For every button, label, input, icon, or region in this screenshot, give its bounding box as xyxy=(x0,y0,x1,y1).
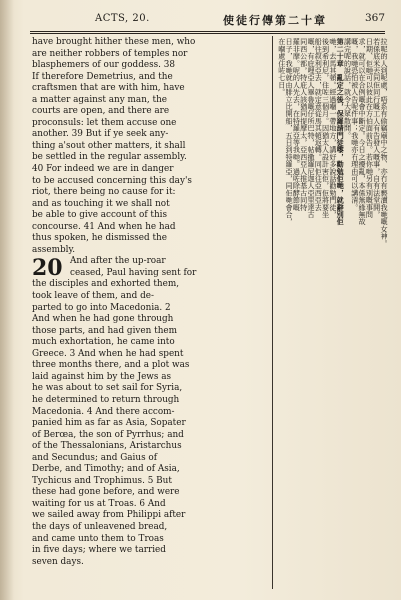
chinese-text-column: 嘅，我哋恐怕被人告呢件事；我哋亦冇理由可以講清。 xyxy=(350,38,360,211)
running-head-english: ACTS, 20. xyxy=(95,13,150,24)
text-line: the days of unleavened bread, xyxy=(32,521,168,532)
text-line: If therefore Demetrius, and the xyxy=(32,71,173,82)
english-column xyxy=(32,37,268,587)
header-rule-thin xyxy=(30,33,385,34)
chinese-column xyxy=(278,38,388,588)
chinese-text-column: 嘅，有庇哩亞人畢魯嘅仔所巴特，帖撒羅尼迦人亞里達古 xyxy=(307,38,316,218)
text-line: and came unto them to Troas xyxy=(32,533,164,544)
spine-shadow xyxy=(0,0,14,600)
text-line: waiting for us at Troas. 6 And xyxy=(32,498,166,509)
page-header xyxy=(30,12,385,30)
chinese-text-column: 在嗰處住咗七日。 xyxy=(277,38,287,96)
text-line: riot, there being no cause for it: xyxy=(32,187,176,198)
chinese-text-column: 哋，去馬其頓。經過嗰一帶地方，講好多說話勸勉門徒， xyxy=(328,38,338,218)
chinese-text-column: 同西公都，特庇人該猶同提摩太，亞西亞人推基古同特 xyxy=(299,38,309,211)
text-line: Greece. 3 And when he had spent xyxy=(32,348,184,359)
text-line: thus spoken, he dismissed the xyxy=(32,233,167,244)
text-line: laid against him by the Jews as xyxy=(32,371,172,382)
text-line: be settled in the regular assembly. xyxy=(32,152,187,163)
text-line: those parts, and had given them xyxy=(32,325,178,336)
english-text-before-chapter xyxy=(32,37,268,256)
text-line: parted to go into Macedonia. 2 xyxy=(32,302,171,313)
text-line: took leave of them, and de- xyxy=(32,291,154,302)
text-line: much exhortation, he came into xyxy=(32,337,175,348)
text-line: he determined to return through xyxy=(32,394,180,405)
running-head-chinese: 使徒行傳第二十章 xyxy=(223,14,327,27)
text-line: these had gone before, and were xyxy=(32,487,180,498)
text-line: Tychicus and Trophimus. 5 But xyxy=(32,475,172,486)
chapter-start xyxy=(32,255,268,282)
text-line: to be accused concerning this day's xyxy=(32,175,192,186)
chinese-text-column: 日期、佢哋可以彼此在方伯面前告。若你哋另有別嘅事問 xyxy=(365,38,375,218)
text-line: blasphemers of our goddess. 38 xyxy=(32,60,176,71)
chinese-text-column: 日子，我哋就由腓立比開船，五日到特羅亞，同佢哋會合， xyxy=(285,38,295,226)
header-rule xyxy=(30,31,385,32)
text-line: proconsuls: let them accuse one xyxy=(32,117,177,128)
text-line: of Berœa, the son of Pyrrhus; and xyxy=(32,429,184,440)
column-divider xyxy=(272,36,273,589)
text-line: and Secundus; and Gaius of xyxy=(32,452,158,463)
text-line: have brought hither these men, who xyxy=(32,37,196,47)
text-line: the disciples and exhorted them, xyxy=(32,279,180,290)
text-line: are neither robbers of temples nor xyxy=(32,48,188,59)
text-line: three months there, and a plot was xyxy=(32,360,190,371)
text-line: Macedonia. 4 And there accom- xyxy=(32,406,175,417)
text-line: And after the up-roar xyxy=(70,256,166,267)
chinese-text-column: 拉呢的人到呢處，唔系有偷竊廟中之物、亦冇有褻瀆我哋嘅女神。 xyxy=(380,38,389,247)
text-line: And when he had gone through xyxy=(32,314,174,325)
text-line: a matter against any man, the xyxy=(32,94,167,105)
chinese-text-column: 船往叙利亞去，就定意從馬其頓返轉。同佢往亞西亞去 xyxy=(314,38,324,211)
text-line: of the Thessalonians, Aristarchus xyxy=(32,441,182,452)
text-line: concourse. 41 And when he had xyxy=(32,221,176,232)
chapter-number: 20 xyxy=(32,255,63,282)
text-line: assembly. xyxy=(32,244,76,255)
text-line: another. 39 But if ye seek any- xyxy=(32,129,169,140)
text-line: thing a'sout other matters, it shall xyxy=(32,140,186,151)
chinese-text-column: 若係底米丟同佢同行嘅工人有告發人嘅事，自有法堂開， xyxy=(372,38,382,218)
text-line: be able to give account of this xyxy=(32,210,168,221)
text-line: panied him as far as Asia, Sopater xyxy=(32,418,186,429)
chinese-text-column: 求，就可以在合例嘅會中斷定。今日之擾亂，本係無緣無故 xyxy=(358,38,368,226)
text-line: we sailed away from Philippi after xyxy=(32,510,186,521)
text-line: craftsmen that are with him, have xyxy=(32,83,185,94)
text-line: and as touching it we shall not xyxy=(32,198,170,209)
page-number: 367 xyxy=(364,12,385,24)
text-line: courts are open, and there are xyxy=(32,106,170,117)
text-line: Derbe, and Timothy; and of Asia, xyxy=(32,464,180,475)
text-line: he was about to set sail for Syria, xyxy=(32,383,183,394)
chinese-text-column: 後到希利尼，住咗三個月。因猶太人設計害佢，佢將要坐 xyxy=(321,38,331,218)
english-text-after-chapter xyxy=(32,279,268,568)
chinese-text-column: 第二十章 亂定之後，保羅請門徒嚟，勸勉佢哋，就辭別佢 xyxy=(336,38,346,226)
chinese-text-column: 講完呢的說話，就令大眾散開。 xyxy=(343,38,353,139)
chinese-text-column: 羅非摩。呢的人先去，在特羅亞等我哋。過咗除酵節嘅 xyxy=(292,38,302,211)
text-line: in five days; where we tarried xyxy=(32,545,166,556)
text-line: 40 For indeed we are in danger xyxy=(32,164,174,175)
text-line: ceased, Paul having sent for xyxy=(70,267,197,278)
text-line: seven days. xyxy=(32,556,84,567)
